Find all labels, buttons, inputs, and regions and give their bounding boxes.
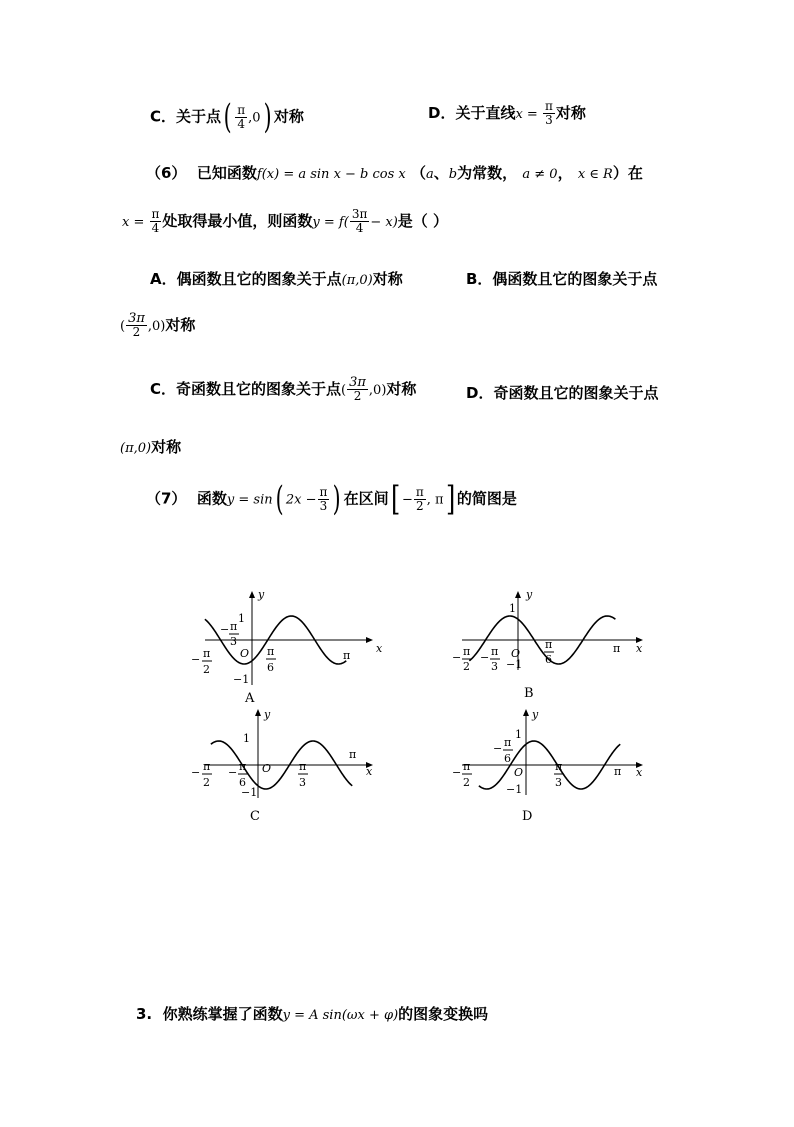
graph-c-minus-1: − — [191, 766, 201, 779]
graph-a-pi2-den: 2 — [203, 663, 210, 676]
graph-c-pi2-num: π — [203, 760, 211, 773]
graph-d-neg-one: −1 — [506, 783, 523, 796]
graph-b-origin: O — [511, 647, 521, 660]
graph-b-pi2-num: π — [463, 645, 471, 658]
graph-d-pi3-den: 3 — [555, 776, 562, 789]
graph-a-y-label: y — [258, 588, 265, 601]
graph-c-one: 1 — [243, 732, 250, 745]
graph-c-neg-one: −1 — [241, 786, 258, 799]
graph-c-minus-2: − — [228, 766, 238, 779]
q6-option-b-cont: ( $\frac{3\pi}{2}$ ,0)对称 — [120, 311, 196, 339]
graph-a-pi6-den: 6 — [267, 661, 274, 674]
graph-c-pi6-num: π — [239, 760, 247, 773]
q6-stem-line2: x = $\frac{\pi}{4}$ 处取得最小值，则函数y = f( $\frac{3\pi}{4}$ − x)是（ ） — [122, 207, 449, 235]
graph-c-origin: O — [262, 762, 272, 775]
q6-option-b: B．偶函数且它的图象关于点 — [466, 270, 658, 288]
graph-c-pi3-den: 3 — [299, 776, 306, 789]
graph-c — [191, 708, 373, 824]
graph-d-minus-2: − — [493, 742, 503, 755]
graph-b-pi3-den: 3 — [491, 660, 498, 673]
graph-d-pi3-num: π — [555, 760, 563, 773]
graph-a-minus-1: − — [191, 653, 201, 666]
graph-a-minus-2: − — [220, 623, 230, 636]
graph-b — [452, 588, 643, 701]
graph-b-minus-2: − — [480, 651, 490, 664]
graph-b-x-label: x — [636, 642, 643, 655]
graph-a-pi3-den: 3 — [230, 635, 237, 648]
graph-b-neg-one: −1 — [506, 658, 523, 671]
graph-a-neg-one: −1 — [233, 673, 250, 686]
graph-c-pi3-num: π — [299, 760, 307, 773]
graph-b-label: B — [524, 686, 534, 701]
graph-b-pi6-num: π — [545, 638, 553, 651]
graph-a-pi6-num: π — [267, 645, 275, 658]
section-3-heading: 3. 你熟练掌握了函数y = A sin(ωx + φ)的图象变换吗 — [136, 1005, 489, 1023]
q5-option-d: D．关于直线x = $\frac{\pi}{3}$ 对称 — [428, 99, 586, 127]
graph-a-origin: O — [240, 647, 250, 660]
graph-d-pi6-den: 6 — [504, 752, 511, 765]
graph-a-one: 1 — [238, 612, 245, 625]
graph-d-x-label: x — [636, 766, 643, 779]
graph-d-pi2-den: 2 — [463, 776, 470, 789]
graph-a-pi3-num: π — [230, 620, 238, 633]
graph-c-x-label: x — [366, 765, 373, 778]
graph-d — [452, 708, 643, 824]
graph-b-pi6-den: 6 — [545, 653, 552, 666]
graph-c-label: C — [250, 809, 260, 824]
graph-b-y-label: y — [526, 588, 533, 601]
graph-b-pi: π — [613, 642, 621, 655]
q6-option-c: C．奇函数且它的图象关于点( $\frac{3\pi}{2}$ ,0)对称 — [150, 375, 417, 403]
q6-stem-line1: （6） 已知函数f(x) = a sin x − b cos x （a、b为常数， a ≠ 0， x ∈ R）在 — [146, 164, 643, 182]
graph-d-minus-1: − — [452, 766, 462, 779]
graph-b-pi3-num: π — [491, 645, 499, 658]
graph-c-pi: π — [349, 748, 357, 761]
graph-d-label: D — [522, 809, 533, 824]
graph-a-label: A — [245, 691, 255, 706]
graph-a-pi2-num: π — [203, 647, 211, 660]
graph-a — [191, 588, 383, 706]
graph-d-pi: π — [614, 765, 622, 778]
graph-b-pi2-den: 2 — [463, 660, 470, 673]
q6-option-a: A．偶函数且它的图象关于点(π,0)对称 — [150, 270, 403, 288]
q6-option-d: D．奇函数且它的图象关于点 — [466, 384, 659, 402]
graph-d-one: 1 — [515, 728, 522, 741]
graph-b-one: 1 — [509, 602, 516, 615]
graph-a-pi: π — [343, 649, 351, 662]
graph-d-pi6-num: π — [504, 736, 512, 749]
graph-d-y-label: y — [532, 708, 539, 721]
graph-b-minus-1: − — [452, 651, 462, 664]
graph-a-x-label: x — [376, 642, 383, 655]
q7-stem: （7） 函数y = sin( 2x − $\frac{\pi}{3}$ ) 在区间[ − $\frac{\pi}{2}$ , π] 的简图是 — [146, 479, 517, 519]
graph-d-origin: O — [514, 766, 524, 779]
q6-option-d-cont: (π,0)对称 — [120, 438, 182, 456]
graph-c-y-label: y — [264, 708, 271, 721]
q5-option-c: C．关于点( $\frac{\pi}{4}$ ,0) 对称 — [150, 97, 304, 137]
graph-d-pi2-num: π — [463, 760, 471, 773]
graph-c-pi2-den: 2 — [203, 776, 210, 789]
graph-c-pi6-den: 6 — [239, 776, 246, 789]
